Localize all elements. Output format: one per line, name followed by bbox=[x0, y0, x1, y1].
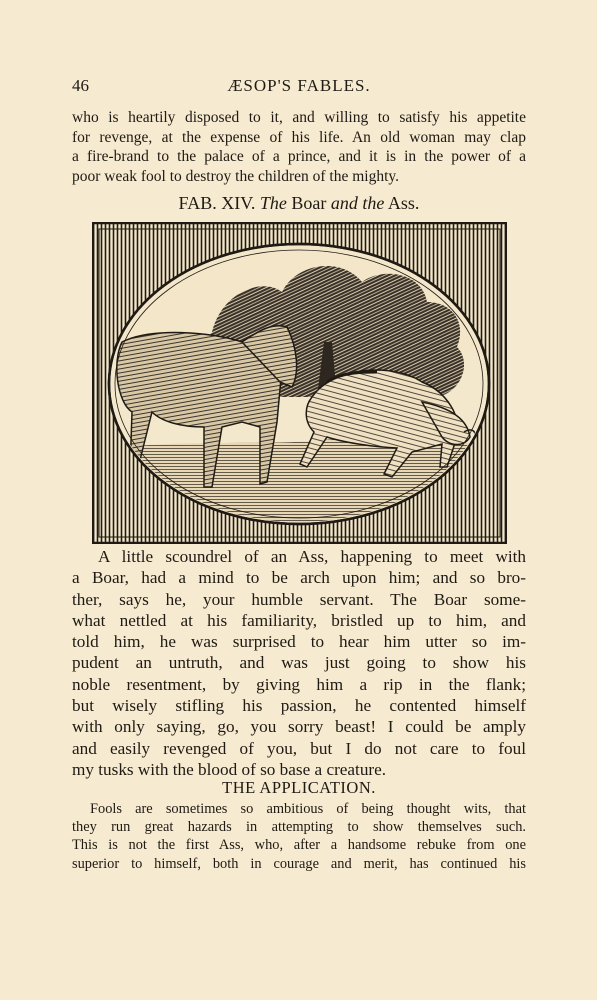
application-paragraph bbox=[72, 800, 526, 873]
page-number: 46 bbox=[72, 76, 89, 95]
fable-title-ass: Ass. bbox=[387, 193, 420, 213]
page-header bbox=[72, 76, 526, 98]
application-line: superior to himself, both in courage and merit, has continued his bbox=[72, 855, 526, 872]
application-line: they run great hazards in attempting to show themselves such. bbox=[72, 819, 526, 836]
intro-line: who is heartily disposed to it, and willing to satisfy his appetite bbox=[72, 109, 526, 126]
fable-title-and: and bbox=[330, 193, 358, 213]
body-line: ther, says he, your humble servant. The Boar some- bbox=[72, 589, 526, 609]
application-heading: THE APPLICATION. bbox=[222, 778, 376, 797]
body-line: what nettled at his familiarity, bristled up to him, and bbox=[72, 610, 526, 630]
intro-line: poor weak fool to destroy the children of the mighty. bbox=[72, 167, 399, 185]
fable-number: FAB. XIV. bbox=[178, 193, 256, 213]
application-line: Fools are sometimes so ambitious of being thought wits, that bbox=[90, 801, 526, 817]
intro-paragraph bbox=[72, 108, 526, 186]
fable-title bbox=[72, 193, 526, 214]
body-line: A little scoundrel of an Ass, happening to meet with bbox=[98, 547, 526, 566]
body-line: pudent an untruth, and was just going to show his bbox=[72, 653, 526, 673]
body-line: a Boar, had a mind to be arch upon him; and so bro- bbox=[72, 568, 526, 588]
intro-line: a fire-brand to the palace of a prince, and it is in the power of a bbox=[72, 148, 526, 165]
woodcut-svg bbox=[92, 222, 507, 544]
body-line: but wisely stifling his passion, he contented himself bbox=[72, 696, 526, 716]
application-line: This is not the first Ass, who, after a handsome rebuke from one bbox=[72, 837, 526, 854]
body-line: and easily revenged of you, but I do not care to foul bbox=[72, 738, 526, 758]
fable-title-boar: Boar bbox=[291, 193, 327, 213]
body-line: with only saying, go, you sorry beast! I could be amply bbox=[72, 717, 526, 737]
body-line: told him, he was surprised to hear him utter so im- bbox=[72, 632, 526, 652]
fable-title-the: The bbox=[259, 193, 287, 213]
body-line: my tusks with the blood of so base a creature. bbox=[72, 759, 387, 779]
fable-body bbox=[72, 546, 526, 780]
woodcut-illustration bbox=[92, 222, 507, 544]
body-line: noble resentment, by giving him a rip in the flank; bbox=[72, 674, 526, 694]
fable-title-the2: the bbox=[362, 193, 385, 213]
intro-line: for revenge, at the expense of his life. An old woman may clap bbox=[72, 128, 526, 146]
running-title: ÆSOP'S FABLES. bbox=[227, 76, 371, 95]
